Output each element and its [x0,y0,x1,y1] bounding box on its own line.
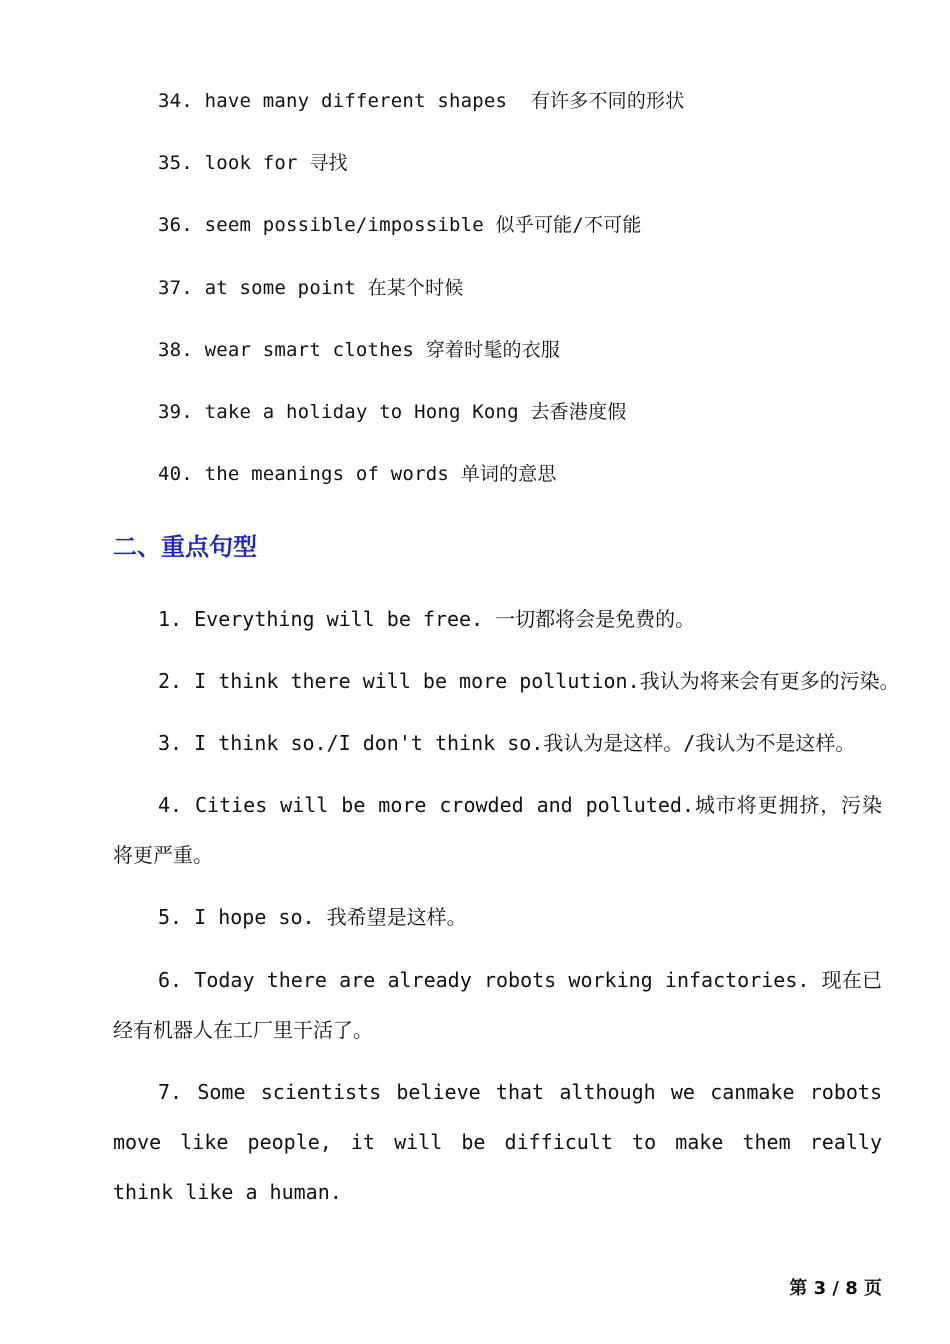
sentence-1: 1. Everything will be free. 一切都将会是免费的。 [158,607,696,631]
phrase-chinese: 寻找 [309,152,348,174]
phrase-english: look for [204,152,298,174]
phrase-english: seem possible/impossible [204,214,484,236]
phrase-number: 35. [158,152,193,174]
phrase-chinese: 穿着时髦的衣服 [425,339,561,361]
phrase-chinese: 在某个时候 [367,277,464,299]
phrase-item-39 [158,398,626,426]
phrase-chinese: 去香港度假 [530,401,627,423]
phrase-number: 36. [158,214,193,236]
sentence-5: 5. I hope so. 我希望是这样。 [158,905,467,929]
page-number: 第 3 / 8 页 [789,1278,882,1299]
phrase-number: 39. [158,401,193,423]
phrase-chinese: 单词的意思 [460,463,557,485]
sentence-2: 2. I think there will be more pollution.我认为将来会有更多的污染。 [158,669,900,693]
phrase-english: take a holiday to Hong Kong [204,401,519,423]
phrase-english: the meanings of words [204,463,449,485]
phrase-english: wear smart clothes [204,339,415,361]
phrase-number: 34. [158,90,193,112]
sentence-7: 7. Some scientists believe that although we canmake robots move like people, it will be difficult to make them really think like a human. [113,1080,882,1204]
phrase-chinese: 似乎可能/不可能 [495,214,642,236]
phrase-number: 40. [158,463,193,485]
phrase-chinese: 有许多不同的形状 [530,90,685,112]
sentence-6: 6. Today there are already robots working infactories. 现在已经有机器人在工厂里干活了。 [113,968,882,1042]
phrase-item-35 [158,149,348,177]
section-heading: 二、重点句型 [113,533,257,561]
phrase-english: at some point [204,277,356,299]
phrase-item-34 [158,87,684,115]
sentence-3: 3. I think so./I don't think so.我认为是这样。/我认为不是这样。 [158,731,856,755]
phrase-number: 38. [158,339,193,361]
phrase-item-36 [158,211,642,239]
phrase-english: have many different shapes [204,90,508,112]
phrase-item-37 [158,274,464,302]
phrase-item-40 [158,460,557,488]
sentence-4: 4. Cities will be more crowded and polluted.城市将更拥挤，污染将更严重。 [113,793,882,867]
phrase-number: 37. [158,277,193,299]
phrase-item-38 [158,336,560,364]
